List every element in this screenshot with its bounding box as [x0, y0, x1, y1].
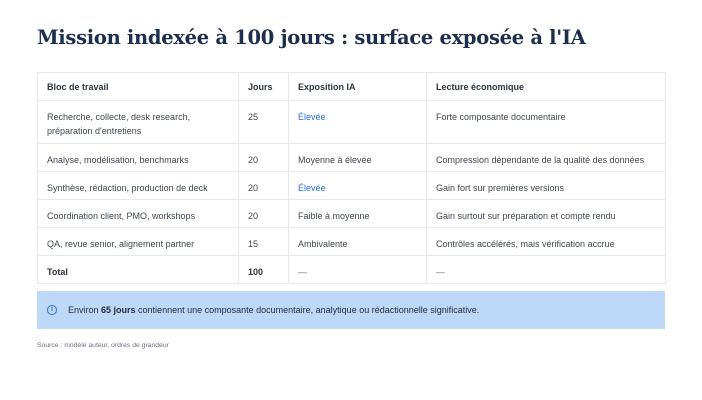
- cell-lecture: Forte composante documentaire: [427, 101, 666, 144]
- source-note: Source : modèle auteur, ordres de grandeur: [37, 342, 169, 349]
- cell-exposition: Élevée: [289, 101, 427, 144]
- cell-lecture: Compression dépendante de la qualité des données: [427, 144, 666, 172]
- cell-total-label: Total: [38, 256, 239, 284]
- cell-exposition: Ambivalente: [289, 228, 427, 256]
- cell-lecture: Gain fort sur premières versions: [427, 172, 666, 200]
- cell-exposition: Moyenne à élevée: [289, 144, 427, 172]
- cell-jours: 20: [239, 200, 289, 228]
- info-text: [68, 305, 479, 315]
- cell-bloc: Recherche, collecte, desk research, préparation d'entretiens: [38, 101, 239, 144]
- table-row: [38, 101, 666, 144]
- info-callout: [37, 291, 665, 329]
- table-row: [38, 144, 666, 172]
- info-suffix: contiennent une composante documentaire, analytique ou rédactionnelle significative.: [135, 305, 480, 315]
- table-total-row: [38, 256, 666, 284]
- header-lecture: Lecture économique: [427, 73, 666, 101]
- cell-bloc: Analyse, modélisation, benchmarks: [38, 144, 239, 172]
- table-row: [38, 228, 666, 256]
- cell-jours: 20: [239, 172, 289, 200]
- work-blocks-table: [37, 72, 666, 284]
- cell-jours: 25: [239, 101, 289, 144]
- page-title: Mission indexée à 100 jours : surface exposée à l'IA: [37, 26, 586, 49]
- table-row: [38, 200, 666, 228]
- table-header-row: [38, 73, 666, 101]
- header-bloc: Bloc de travail: [38, 73, 239, 101]
- cell-total-jours: 100: [239, 256, 289, 284]
- cell-total-exposition: —: [289, 256, 427, 284]
- table-row: [38, 172, 666, 200]
- cell-lecture: Gain surtout sur préparation et compte rendu: [427, 200, 666, 228]
- header-exposition: Exposition IA: [289, 73, 427, 101]
- info-prefix: Environ: [68, 305, 102, 315]
- info-icon: i: [47, 305, 57, 315]
- cell-bloc: QA, revue senior, alignement partner: [38, 228, 239, 256]
- cell-jours: 15: [239, 228, 289, 256]
- header-jours: Jours: [239, 73, 289, 101]
- cell-lecture: Contrôles accélérés, mais vérification accrue: [427, 228, 666, 256]
- cell-exposition: Faible à moyenne: [289, 200, 427, 228]
- cell-bloc: Synthèse, rédaction, production de deck: [38, 172, 239, 200]
- info-emphasis: 65 jours: [101, 305, 136, 315]
- cell-jours: 20: [239, 144, 289, 172]
- cell-exposition: Élevée: [289, 172, 427, 200]
- cell-bloc: Coordination client, PMO, workshops: [38, 200, 239, 228]
- cell-total-lecture: —: [427, 256, 666, 284]
